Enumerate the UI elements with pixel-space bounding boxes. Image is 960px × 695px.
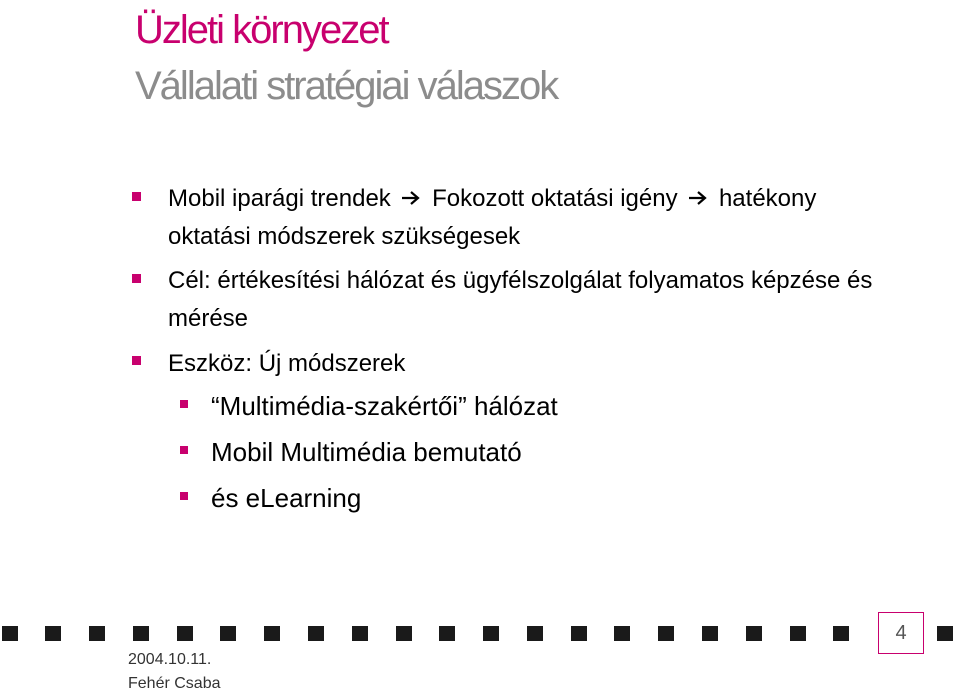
footer-square-icon: [220, 626, 236, 641]
footer-square-icon: [264, 626, 280, 641]
footer-square-icon: [308, 626, 324, 641]
footer-square-icon: [45, 626, 61, 641]
footer-square-icon: [439, 626, 455, 641]
footer-square-icon: [658, 626, 674, 641]
footer-square-icon: [133, 626, 149, 641]
sub-bullet: [132, 383, 912, 429]
bullet-text: Eszköz: Új módszerek: [168, 350, 406, 377]
footer-author: Fehér Csaba: [128, 675, 221, 692]
footer-square-icon: [352, 626, 368, 641]
square-bullet-icon: [180, 492, 188, 500]
bullet-text-line2: oktatási módszerek szükségesek: [168, 223, 521, 250]
footer-square-icon: [527, 626, 543, 641]
page-number: 4: [878, 612, 924, 654]
footer-square-icon: [937, 626, 953, 641]
footer-date: 2004.10.11.: [128, 651, 212, 668]
slide-body: [132, 180, 912, 521]
square-bullet-icon: [132, 356, 141, 365]
right-arrow-icon: [688, 180, 708, 218]
sub-bullet-text: Mobil Multimédia bemutató: [211, 437, 522, 467]
footer-square-icon: [177, 626, 193, 641]
bullet-text-part: Mobil iparági trendek: [168, 185, 391, 212]
bullet-text-part: Fokozott oktatási igény: [432, 185, 678, 212]
footer-square-icon: [746, 626, 762, 641]
square-bullet-icon: [132, 274, 141, 283]
sub-bullet: [132, 475, 912, 521]
bullet-text-line2: mérése: [168, 305, 249, 332]
bullet-tools: [132, 344, 912, 383]
bullet-text: Cél: értékesítési hálózat és ügyfélszolgálat folyamatos képzése és: [168, 267, 873, 294]
footer-square-icon: [790, 626, 806, 641]
bullet-goal: [132, 262, 912, 338]
sub-bullet-text: “Multimédia-szakértői” hálózat: [211, 391, 558, 421]
footer-square-icon: [614, 626, 630, 641]
footer-square-icon: [396, 626, 412, 641]
footer-square-icon: [2, 626, 18, 641]
square-bullet-icon: [180, 400, 188, 408]
footer-square-icon: [483, 626, 499, 641]
slide-title: Üzleti környezet: [135, 8, 388, 52]
footer-square-icon: [571, 626, 587, 641]
square-bullet-icon: [180, 446, 188, 454]
slide-subtitle: Vállalati stratégiai válaszok: [135, 64, 558, 108]
sub-bullet-text: és eLearning: [211, 483, 362, 513]
footer-square-icon: [89, 626, 105, 641]
bullet-trends: [132, 180, 912, 256]
sub-bullet: [132, 429, 912, 475]
right-arrow-icon: [401, 180, 421, 218]
square-bullet-icon: [132, 192, 141, 201]
footer-square-row: [0, 626, 960, 644]
footer-square-icon: [702, 626, 718, 641]
bullet-text-part: hatékony: [718, 185, 817, 212]
footer-square-icon: [833, 626, 849, 641]
